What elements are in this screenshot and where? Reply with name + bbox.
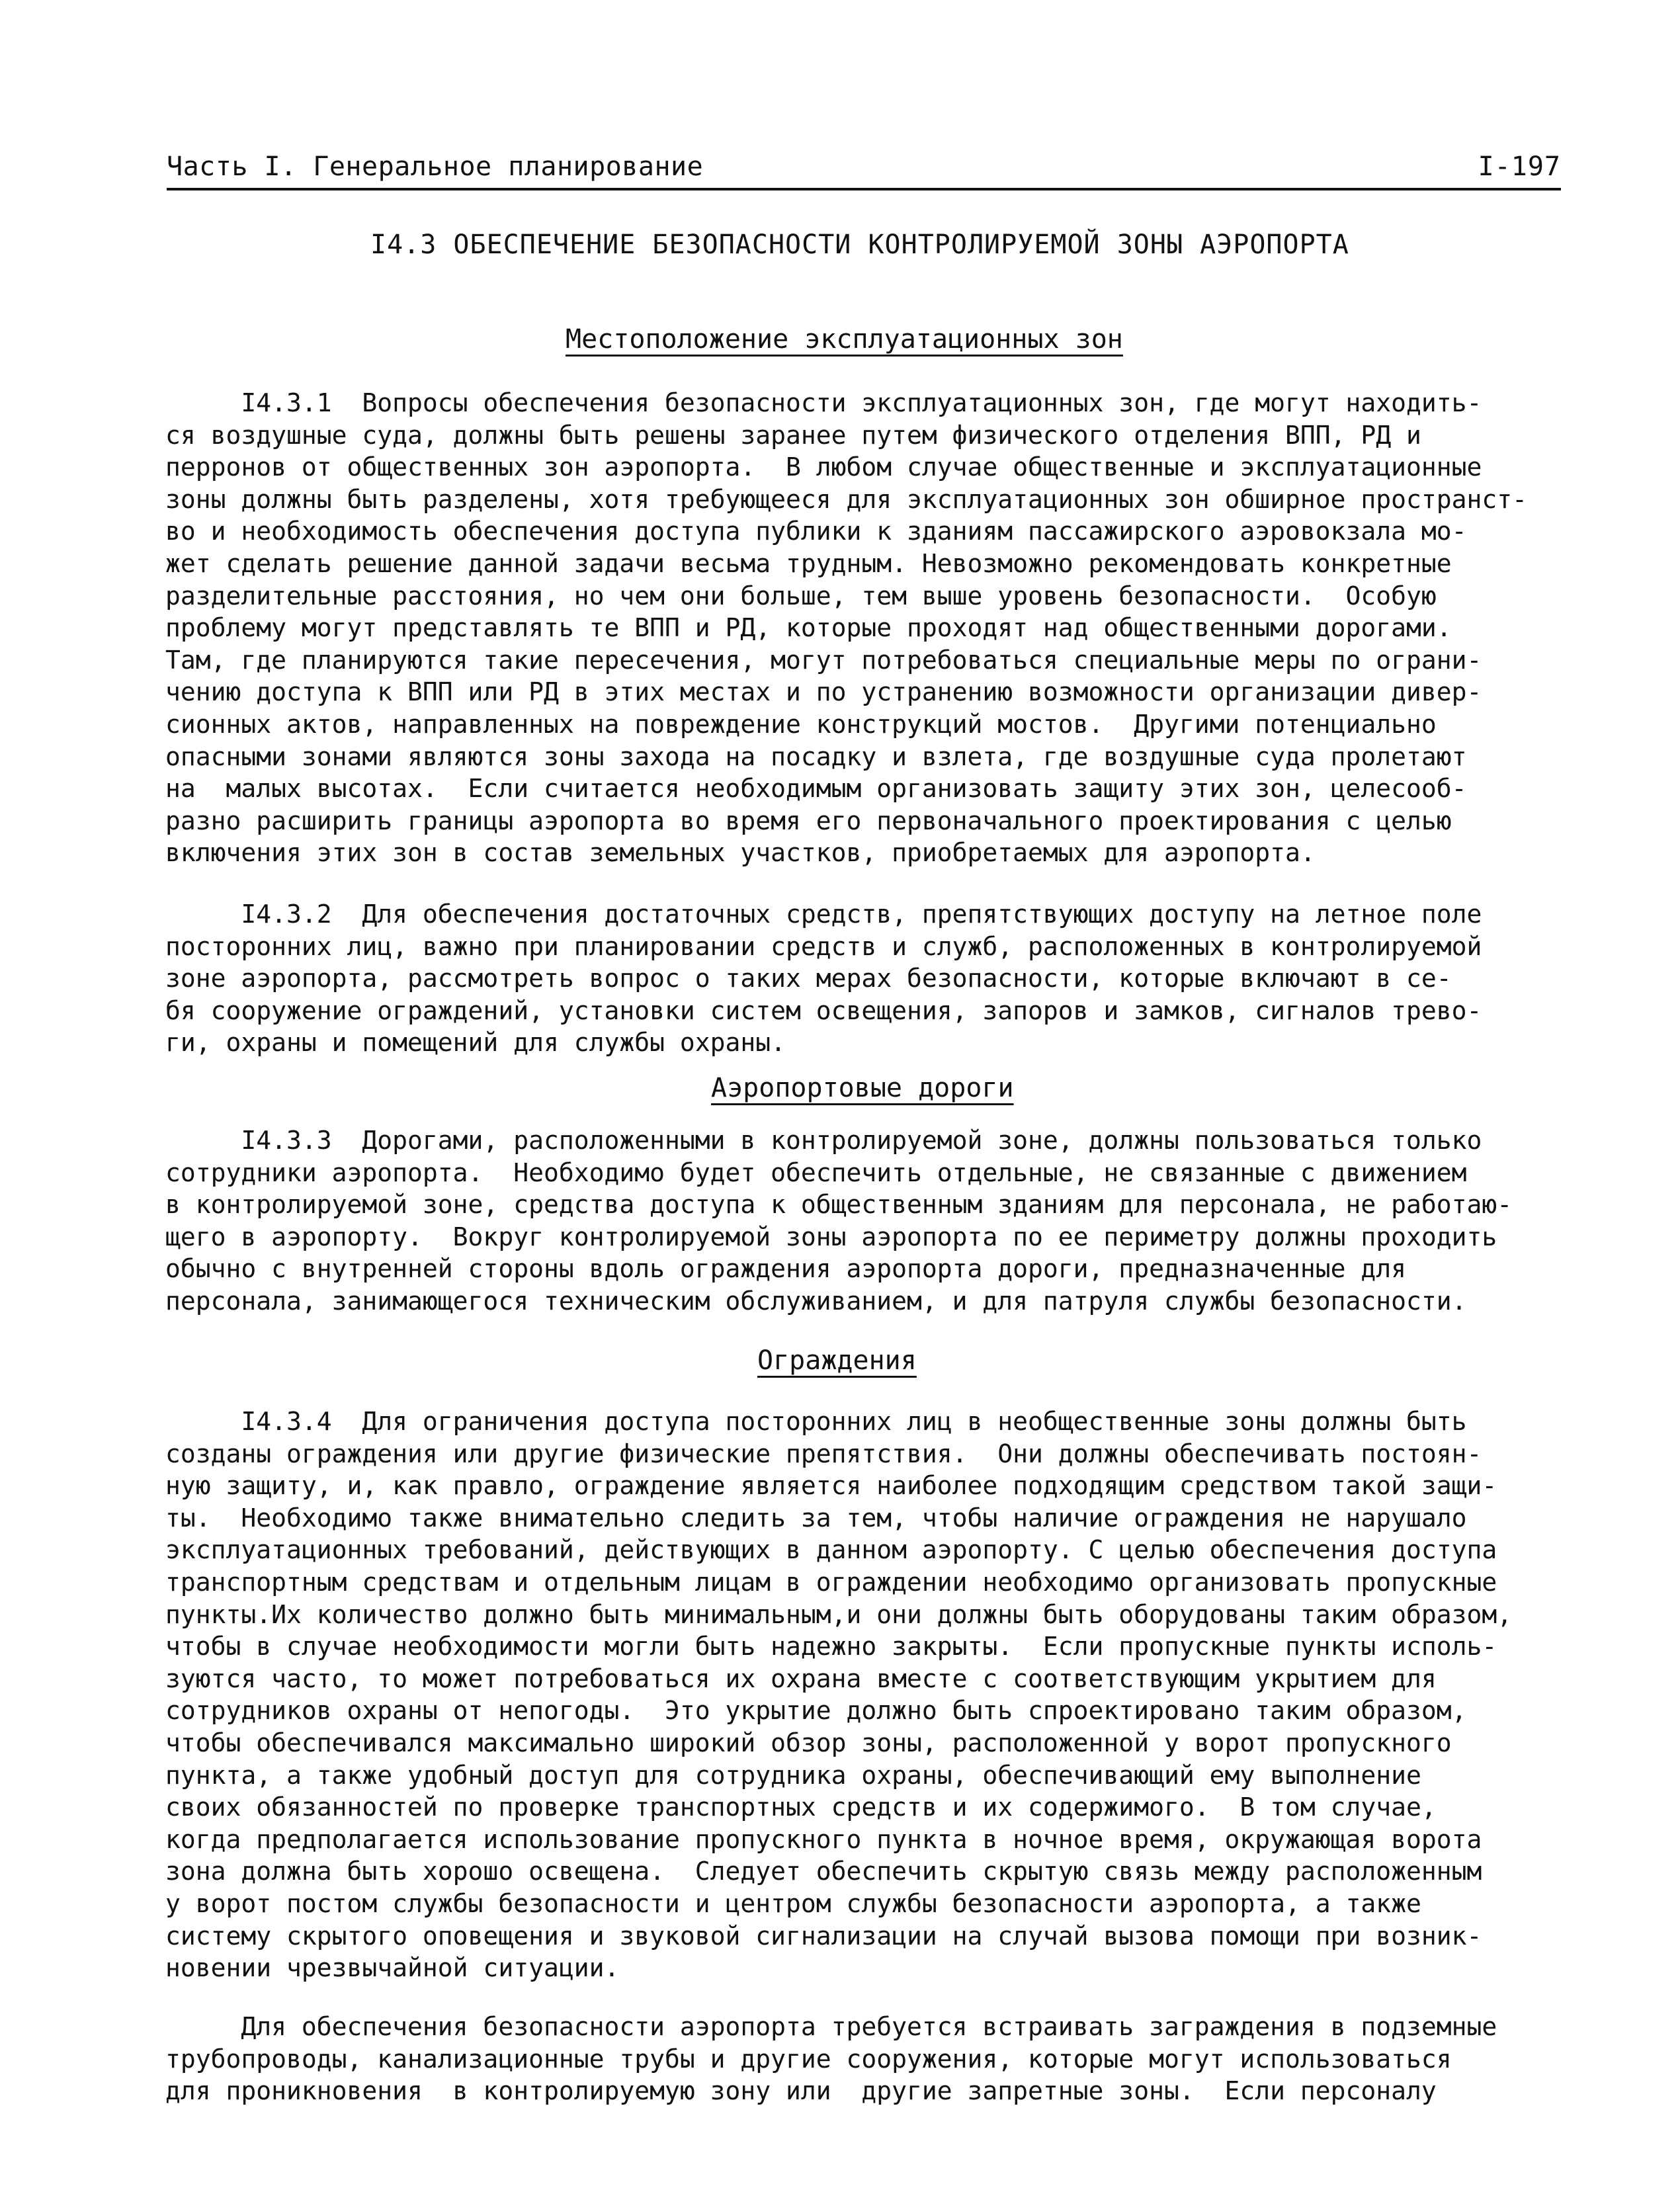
text-line: включения этих зон в состав земельных участков, приобретаемых для аэропорта. [165,838,1316,868]
text-line: своих обязанностей по проверке транспортных средств и их содержимого. В том случае, [165,1792,1437,1822]
text-line: чтобы в случае необходимости могли быть надежно закрыты. Если пропускные пункты исполь- [165,1632,1497,1662]
text-line: трубопроводы, канализационные трубы и другие сооружения, которые могут использоваться [165,2044,1452,2074]
paragraph-14-3-2 [165,898,1574,1059]
page-header [167,147,1561,190]
text-line: перронов от общественных зон аэропорта. В любом случае общественные и эксплуатационные [165,452,1482,482]
paragraph-14-3-3 [165,1124,1574,1318]
text-line: в контролируемой зоне, средства доступа к общественным зданиям для персонала, не работаю- [165,1190,1513,1220]
text-line: разделительные расстояния, но чем они больше, тем выше уровень безопасности. Особую [165,581,1437,610]
text-line: жет сделать решение данной задачи весьма трудным. Невозможно рекомендовать конкретные [165,548,1452,578]
text-line: ги, охраны и помещений для службы охраны. [165,1028,786,1058]
text-line: чению доступа к ВПП или РД в этих местах и по устранению возможности организации дивер- [165,677,1482,707]
text-line: когда предполагается использование пропускного пункта в ночное время, окружающая ворота [165,1824,1482,1854]
text-line: I4.3.3 Дорогами, расположенными в контролируемой зоне, должны пользоваться только [165,1126,1482,1155]
text-line: разно расширить границы аэропорта во время его первоначального проектирования с целью [165,806,1452,835]
text-line: ную защиту, и, как правло, ограждение является наиболее подходящим средством такой защи- [165,1471,1497,1501]
text-line: на малых высотах. Если считается необходимым организовать защиту этих зон, целесооб- [165,774,1467,804]
text-line: персонала, занимающегося техническим обслуживанием, и для патруля службы безопасности. [165,1286,1467,1316]
text-line: пункты.Их количество должно быть минимальным,и они должны быть оборудованы таким образом, [165,1599,1513,1629]
text-line: зуются часто, то может потребоваться их охрана вместе с соответствующим укрытием для [165,1663,1437,1693]
text-line: сионных актов, направленных на повреждение конструкций мостов. Другими потенциально [165,709,1437,739]
paragraph-14-3-1 [165,387,1574,869]
subheading-airport-roads: Аэропортовые дороги [711,1073,1014,1103]
text-line: пункта, а также удобный доступ для сотрудника охраны, обеспечивающий ему выполнение [165,1760,1421,1790]
subheading-fences: Ограждения [757,1345,917,1376]
text-line: сотрудников охраны от непогоды. Это укрытие должно быть спроектировано таким образом, [165,1696,1467,1726]
text-line: созданы ограждения или другие физические препятствия. Они должны обеспечивать постоян- [165,1439,1482,1468]
text-line: ся воздушные суда, должны быть решены заранее путем физического отделения ВПП, РД и [165,420,1421,450]
text-line: I4.3.1 Вопросы обеспечения безопасности эксплуатационных зон, где могут находить- [165,388,1482,417]
subheading-operational-zones: Местоположение эксплуатационных зон [566,324,1123,355]
text-line: для проникновения в контролируемую зону или другие запретные зоны. Если персоналу [165,2076,1437,2106]
part-title: Часть I. Генеральное планирование [167,151,704,182]
text-line: I4.3.4 Для ограничения доступа посторонних лиц в необщественные зоны должны быть [165,1407,1467,1436]
text-line: I4.3.2 Для обеспечения достаточных средств, препятствующих доступу на летное поле [165,900,1482,929]
page-number: I-197 [1478,151,1561,182]
section-title: I4.3 ОБЕСПЕЧЕНИЕ БЕЗОПАСНОСТИ КОНТРОЛИРУЕМОЙ ЗОНЫ АЭРОПОРТА [370,230,1349,260]
paragraph-continuation [165,2011,1574,2107]
text-line: у ворот постом службы безопасности и центром службы безопасности аэропорта, а также [165,1888,1421,1918]
text-line: обычно с внутренней стороны вдоль ограждения аэропорта дороги, предназначенные для [165,1254,1406,1284]
text-line: проблему могут представлять те ВПП и РД, которые проходят над общественными дорогами. [165,613,1452,643]
text-line: бя сооружение ограждений, установки систем освещения, запоров и замков, сигналов трево- [165,995,1482,1025]
text-line: сотрудники аэропорта. Необходимо будет обеспечить отдельные, не связанные с движением [165,1157,1467,1187]
text-line: опасными зонами являются зоны захода на посадку и взлета, где воздушные суда пролетают [165,741,1467,771]
text-line: Для обеспечения безопасности аэропорта требуется встраивать заграждения в подземные [165,2012,1497,2041]
text-line: посторонних лиц, важно при планировании средств и служб, расположенных в контролируемой [165,931,1482,961]
text-line: ты. Необходимо также внимательно следить за тем, чтобы наличие ограждения не нарушало [165,1503,1467,1533]
text-line: чтобы обеспечивался максимально широкий обзор зоны, расположенной у ворот пропускного [165,1728,1452,1757]
text-line: Там, где планируются такие пересечения, могут потребоваться специальные меры по ограни- [165,645,1482,675]
paragraph-14-3-4 [165,1406,1574,1984]
text-line: зоны должны быть разделены, хотя требующееся для эксплуатационных зон обширное пространст- [165,484,1528,514]
text-line: транспортным средствам и отдельным лицам в ограждении необходимо организовать пропускные [165,1567,1497,1597]
text-line: щего в аэропорту. Вокруг контролируемой зоны аэропорта по ее периметру должны проходить [165,1222,1497,1251]
text-line: новении чрезвычайной ситуации. [165,1953,620,1983]
text-line: зона должна быть хорошо освещена. Следует обеспечить скрытую связь между расположенным [165,1857,1482,1886]
text-line: систему скрытого оповещения и звуковой сигнализации на случай вызова помощи при возник- [165,1921,1482,1951]
text-line: зоне аэропорта, рассмотреть вопрос о таких мерах безопасности, которые включают в се- [165,964,1452,993]
text-line: во и необходимость обеспечения доступа публики к зданиям пассажирского аэровокзала мо- [165,517,1467,546]
text-line: эксплуатационных требований, действующих в данном аэропорту. С целью обеспечения доступа [165,1535,1497,1565]
